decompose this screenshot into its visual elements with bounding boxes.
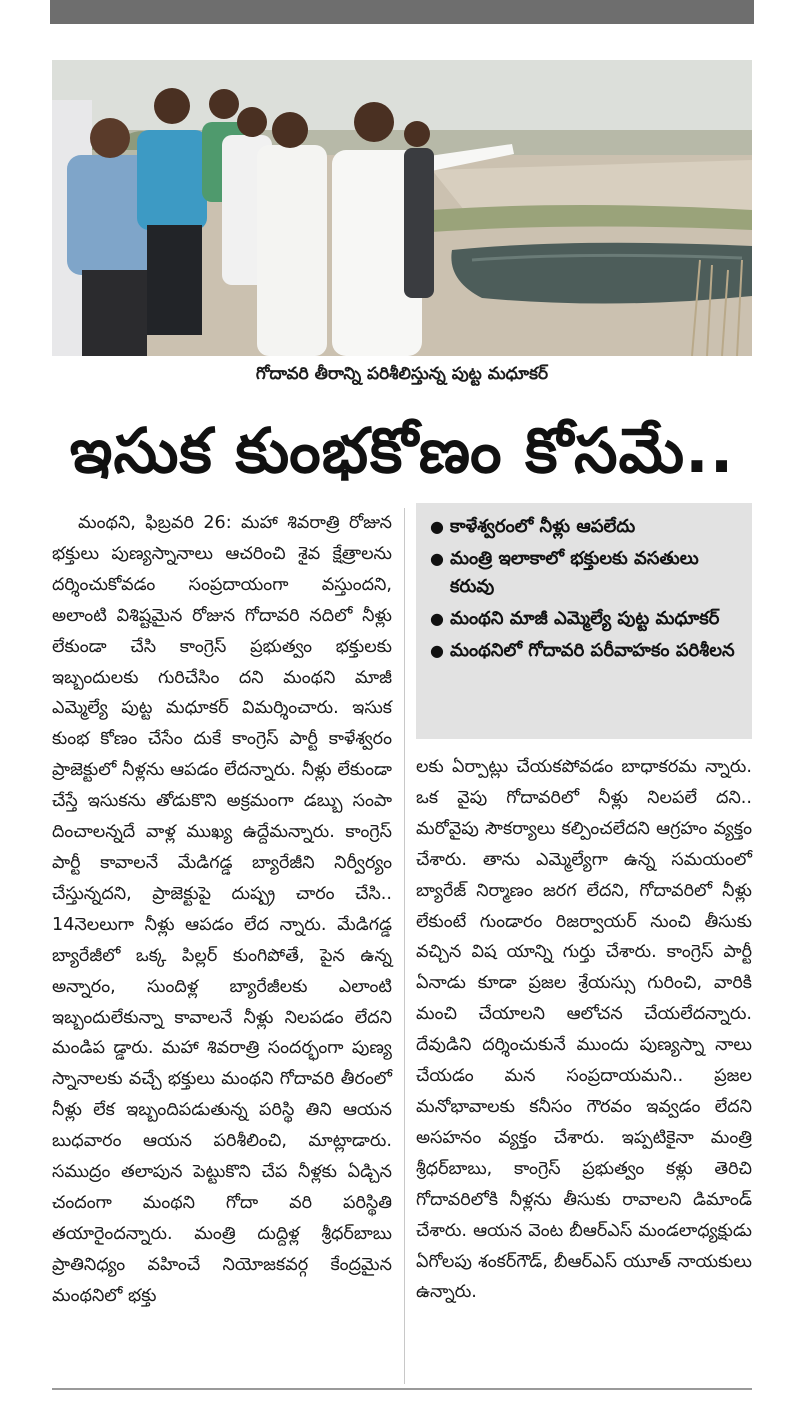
bullet-icon: ● bbox=[430, 641, 444, 660]
bottom-rule bbox=[52, 1388, 752, 1390]
article-column-2 bbox=[416, 752, 752, 1308]
photo-caption: గోదావరి తీరాన్ని పరిశీలిస్తున్న పుట్ట మధూకర్ bbox=[255, 364, 549, 384]
highlight-item: ● మంథనిలో గోదావరి పరీవాహకం పరిశీలన bbox=[430, 637, 742, 665]
top-bar bbox=[50, 0, 754, 24]
headline: ఇసుక కుంభకోణం కోసమే.. bbox=[69, 414, 735, 487]
photo-riverbank-icon bbox=[52, 60, 752, 356]
article-column-1 bbox=[52, 508, 392, 1312]
highlights-box bbox=[416, 503, 752, 739]
bullet-icon: ● bbox=[430, 549, 444, 568]
article-text-col1: మంథని, ఫిబ్రవరి 26: మహా శివరాత్రి రోజున భక్తులు పుణ్యస్నానాలు ఆచరించి శైవ క్షేత్రాలను దర్శించుకోవడం సంప్రదాయంగా వస్తుందని, అలాంటి విశిష్టమైన రోజున గోదావరి నదిలో నీళ్లు లేకుండా చేసి కాంగ్రెస్ ప్రభుత్వం భక్తులకు ఇబ్బందులకు గురిచేసిం దని మంథని మాజీ ఎమ్మెల్యే పుట్ట మధూకర్ విమర్శించారు. ఇసుక కుంభ కోణం చేసేం దుకే కాంగ్రెస్ పార్టీ కాళేశ్వరం ప్రాజెక్టులో నీళ్లను ఆపడం లేదన్నారు. నీళ్లు లేకుండా చేస్తే ఇసుకను తోడుకొని అక్రమంగా డబ్బు సంపా దించాలన్నదే వాళ్ల ముఖ్య ఉద్దేమన్నారు. కాంగ్రెస్ పార్టీ కావాలనే మేడిగడ్డ బ్యారేజీని నిర్వీర్యం చేస్తున్నదని, ప్రాజెక్టుపై దుష్ప్ర చారం చేసి.. 14నెలలుగా నీళ్లు ఆపడం లేద న్నారు. మేడిగడ్డ బ్యారేజీలో ఒక్క పిల్లర్ కుంగిపోతే, పైన ఉన్న అన్నారం, సుందిళ్ల బ్యారేజీలకు ఎలాంటి ఇబ్బందులేకున్నా కావాలనే నీళ్లు నిలపడం లేదని మండిప డ్డారు. మహా శివరాత్రి సందర్భంగా పుణ్య స్నానాలకు వచ్చే భక్తులు మంథని గోదావరి తీరంలో నీళ్లు లేక ఇబ్బందిపడుతున్న పరిస్థి తిని ఆయన బుధవారం ఆయన పరిశీలించి, మాట్లాడారు. సముద్రం తలాపున పెట్టుకొని చేప నీళ్లకు ఏడ్చిన చందంగా మంథని గోదా వరి పరిస్థితి తయారైందన్నారు. మంత్రి దుద్దిళ్ల శ్రీధర్‌బాబు ప్రాతినిధ్యం వహించే నియోజకవర్గ కేంద్రమైన మంథనిలో భక్తు bbox=[52, 513, 392, 1306]
column-divider bbox=[404, 508, 405, 1384]
news-photo bbox=[52, 60, 752, 356]
bullet-icon: ● bbox=[430, 517, 444, 536]
bullet-icon: ● bbox=[430, 609, 444, 628]
highlight-item: ● మంథని మాజీ ఎమ్మెల్యే పుట్ట మధూకర్ bbox=[430, 605, 742, 633]
highlight-item: ● కాళేశ్వరంలో నీళ్లు ఆపలేదు bbox=[430, 513, 742, 541]
highlight-item: ● మంత్రి ఇలాకాలో భక్తులకు వసతులు కరువు bbox=[430, 545, 742, 601]
article-text-col2: లకు ఏర్పాట్లు చేయకపోవడం బాధాకరమ న్నారు. ఒక వైపు గోదావరిలో నీళ్లు నిలపలే దని.. మరోవైపు సౌకర్యాలు కల్పించలేదని ఆగ్రహం వ్యక్తం చేశారు. తాను ఎమ్మెల్యేగా ఉన్న సమయంలో బ్యారేజ్ నిర్మాణం జరగ లేదని, గోదావరిలో నీళ్లు లేకుంటే గుండారం రిజర్వాయర్ నుంచి తీసుకు వచ్చిన విష యాన్ని గుర్తు చేశారు. కాంగ్రెస్ పార్టీ ఏనాడు కూడా ప్రజల శ్రేయస్సు గురించి, వారికి మంచి చేయాలని ఆలోచన చేయలేదన్నారు. దేవుడిని దర్శించుకునే ముందు పుణ్యస్నా నాలు చేయడం మన సంప్రదాయమని.. ప్రజల మనోభావాలకు కనీసం గౌరవం ఇవ్వడం లేదని అసహనం వ్యక్తం చేశారు. ఇప్పటికైనా మంత్రి శ్రీధర్‌బాబు, కాంగ్రెస్ ప్రభుత్వం కళ్లు తెరిచి గోదావరిలోకి నీళ్లను తీసుకు రావాలని డిమాండ్ చేశారు. ఆయన వెంట బీఆర్‌ఎస్ మండలాధ్యక్షుడు ఏగోలపు శంకర్‌గౌడ్, బీఆర్‌ఎస్ యూత్ నాయకులు ఉన్నారు. bbox=[416, 757, 752, 1303]
